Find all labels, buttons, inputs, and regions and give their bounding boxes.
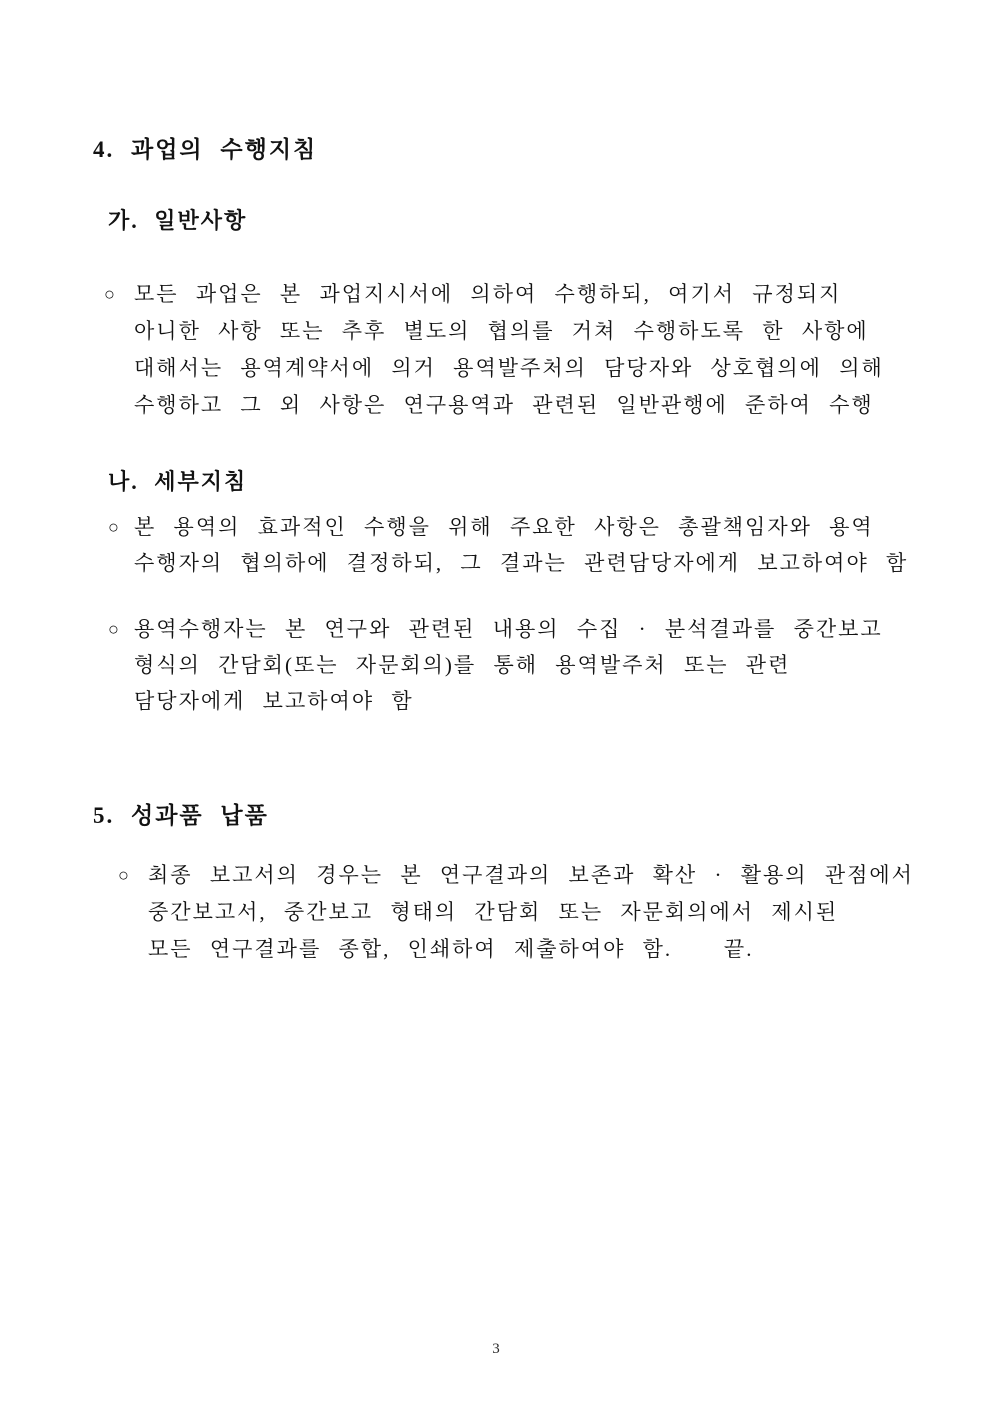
subsection-na-heading: 나. 세부지침 bbox=[108, 469, 248, 494]
delivery-bullet-1 bbox=[118, 857, 914, 968]
circle-bullet-icon: ○ bbox=[108, 619, 119, 639]
paragraph-line: 본 용역의 효과적인 수행을 위해 주요한 사항은 총괄책임자와 용역 bbox=[134, 515, 874, 539]
paragraph-line: 형식의 간담회(또는 자문회의)를 통해 용역발주처 또는 관련 bbox=[134, 653, 791, 677]
detail-bullet-2 bbox=[108, 611, 883, 719]
detail-bullet-1-text bbox=[134, 509, 908, 581]
section-5-heading: 5. 성과품 납품 bbox=[93, 803, 269, 828]
paragraph-line: 모든 과업은 본 과업지시서에 의하여 수행하되, 여기서 규정되지 bbox=[134, 282, 842, 306]
detail-bullet-2-text bbox=[134, 611, 883, 719]
general-bullet-1-text bbox=[134, 276, 884, 424]
paragraph-line: 아니한 사항 또는 추후 별도의 협의를 거쳐 수행하도록 한 사항에 bbox=[134, 319, 869, 343]
delivery-bullet-1-text bbox=[148, 857, 914, 968]
section-4-heading: 4. 과업의 수행지침 bbox=[93, 137, 318, 162]
circle-bullet-icon: ○ bbox=[104, 284, 115, 304]
paragraph-line: 모든 연구결과를 종합, 인쇄하여 제출하여야 함. 끝. bbox=[148, 937, 754, 961]
detail-bullet-1 bbox=[108, 509, 908, 581]
circle-bullet-icon: ○ bbox=[118, 865, 129, 885]
page-number: 3 bbox=[492, 1341, 500, 1357]
paragraph-line: 수행자의 협의하에 결정하되, 그 결과는 관련담당자에게 보고하여야 함 bbox=[134, 551, 909, 575]
circle-bullet-icon: ○ bbox=[108, 517, 119, 537]
paragraph-line: 수행하고 그 외 사항은 연구용역과 관련된 일반관행에 준하여 수행 bbox=[134, 393, 874, 417]
paragraph-line: 최종 보고서의 경우는 본 연구결과의 보존과 확산 · 활용의 관점에서 bbox=[148, 863, 914, 887]
general-bullet-1 bbox=[104, 276, 884, 424]
paragraph-line: 중간보고서, 중간보고 형태의 간담회 또는 자문회의에서 제시된 bbox=[148, 900, 839, 924]
subsection-ga-heading: 가. 일반사항 bbox=[108, 208, 248, 233]
paragraph-line: 담당자에게 보고하여야 함 bbox=[134, 689, 414, 713]
paragraph-line: 대해서는 용역계약서에 의거 용역발주처의 담당자와 상호협의에 의해 bbox=[134, 356, 884, 380]
paragraph-line: 용역수행자는 본 연구와 관련된 내용의 수집 · 분석결과를 중간보고 bbox=[134, 617, 883, 641]
